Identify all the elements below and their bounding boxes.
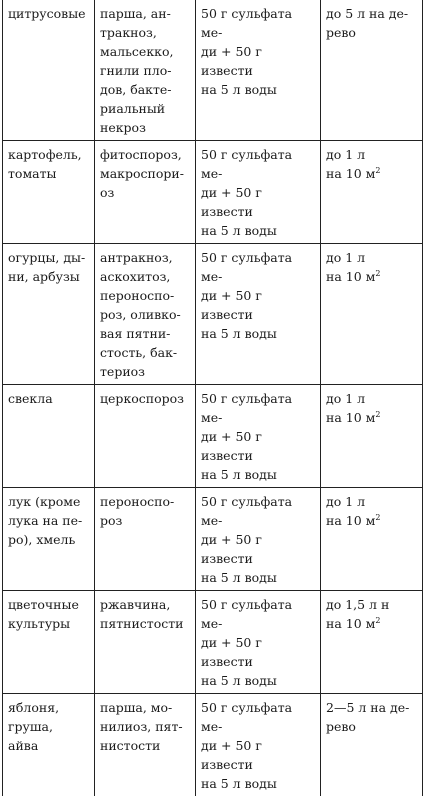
crop-cell: лук (кроме лука на пе- ро), хмель: [3, 488, 95, 591]
norm-cell: [321, 0, 423, 141]
crop-cell: огурцы, ды- ни, арбузы: [3, 244, 95, 385]
table-row: [3, 591, 423, 694]
table-row: [3, 0, 423, 141]
norm-text: до 1 л на 10 м: [326, 391, 375, 425]
composition-cell: 50 г сульфата ме- ди + 50 г извести на 5 л воды: [196, 385, 321, 488]
norm-text: до 1 л на 10 м: [326, 250, 375, 284]
composition-cell: 50 г сульфата ме- ди + 50 г извести на 5 л воды: [196, 141, 321, 244]
disease-cell: парша, ан- тракноз, мальсекко, гнили пло- дов, бакте- риальный некроз: [95, 0, 196, 141]
disease-cell: антракноз, аскохитоз, пероноспо- роз, оливко- вая пятни- стость, бак- териоз: [95, 244, 196, 385]
disease-cell: фитоспороз, макроспори- оз: [95, 141, 196, 244]
composition-cell: 50 г сульфата ме- ди + 50 г извести на 5 л воды: [196, 694, 321, 796]
table-row: [3, 694, 423, 796]
norm-cell: [321, 141, 423, 244]
norm-cell: [321, 488, 423, 591]
table-row: [3, 488, 423, 591]
disease-cell: пероноспо- роз: [95, 488, 196, 591]
crop-cell: свекла: [3, 385, 95, 488]
norm-text: до 1 л на 10 м: [326, 147, 375, 181]
composition-cell: 50 г сульфата ме- ди + 50 г извести на 5 л воды: [196, 244, 321, 385]
composition-cell: 50 г сульфата ме- ди + 50 г извести на 5 л воды: [196, 591, 321, 694]
composition-cell: 50 г сульфата ме- ди + 50 г извести на 5 л воды: [196, 488, 321, 591]
disease-cell: парша, мо- нилиоз, пят- нистости: [95, 694, 196, 796]
norm-superscript: 2: [375, 166, 380, 175]
norm-text: до 1 л на 10 м: [326, 494, 375, 528]
norm-superscript: 2: [375, 513, 380, 522]
treatment-table: [2, 0, 423, 796]
crop-cell: цитрусовые: [3, 0, 95, 141]
composition-cell: 50 г сульфата ме- ди + 50 г извести на 5 л воды: [196, 0, 321, 141]
norm-cell: [321, 244, 423, 385]
crop-cell: картофель, томаты: [3, 141, 95, 244]
disease-cell: церкоспороз: [95, 385, 196, 488]
table-row: [3, 141, 423, 244]
table-row: [3, 244, 423, 385]
crop-cell: яблоня, груша, айва: [3, 694, 95, 796]
norm-cell: [321, 694, 423, 796]
disease-cell: ржавчина, пятнистости: [95, 591, 196, 694]
table-row: [3, 385, 423, 488]
norm-text: 2—5 л на де- рево: [326, 700, 409, 734]
table-body: [3, 0, 423, 796]
norm-text: до 1,5 л н на 10 м: [326, 597, 389, 631]
norm-cell: [321, 591, 423, 694]
crop-cell: цветочные культуры: [3, 591, 95, 694]
norm-superscript: 2: [375, 616, 380, 625]
norm-text: до 5 л на де- рево: [326, 6, 408, 40]
norm-cell: [321, 385, 423, 488]
norm-superscript: 2: [375, 410, 380, 419]
norm-superscript: 2: [375, 269, 380, 278]
